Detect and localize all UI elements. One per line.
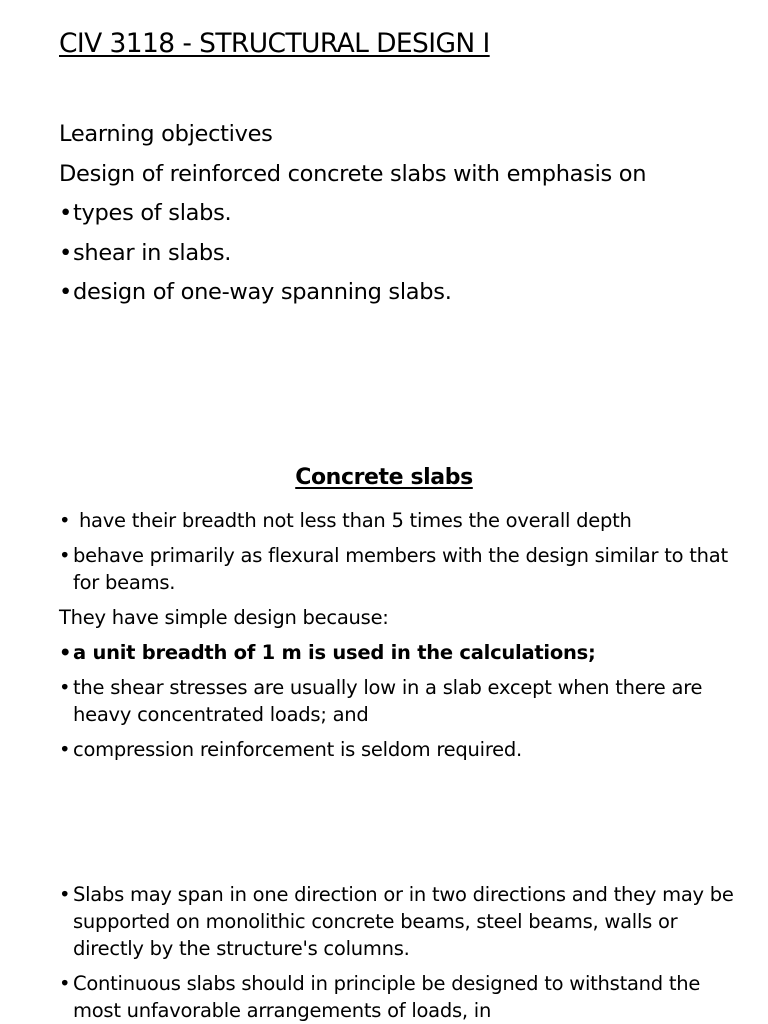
bullet-icon: •	[59, 883, 71, 906]
page-title: CIV 3118 - STRUCTURAL DESIGN I	[59, 28, 490, 59]
bullet-icon: •	[59, 509, 71, 532]
bullet-icon: •	[59, 544, 71, 567]
bullet-icon: •	[59, 972, 71, 995]
list-item	[59, 736, 749, 763]
simple-design-intro: They have simple design because:	[59, 606, 389, 629]
list-item-text: compression reinforcement is seldom required.	[73, 738, 522, 761]
objective-item-text: design of one-way spanning slabs.	[73, 279, 452, 305]
list-item	[59, 881, 749, 962]
objectives-heading: Learning objectives	[59, 121, 273, 147]
list-item-text: the shear stresses are usually low in a slab except when there are heavy concentrated loads; and	[73, 676, 703, 726]
bullet-icon: •	[59, 239, 72, 266]
objectives-intro: Design of reinforced concrete slabs with emphasis on	[59, 160, 647, 187]
objective-item-text: types of slabs.	[73, 200, 232, 226]
list-item	[59, 507, 749, 534]
list-item-text: Continuous slabs should in principle be designed to withstand the most unfavorable arrangements of loads, in	[73, 972, 701, 1022]
list-item	[59, 970, 749, 1024]
list-item-text: have their breadth not less than 5 times the overall depth	[73, 509, 632, 532]
objective-item	[59, 234, 749, 274]
bullet-icon: •	[59, 676, 71, 699]
list-item-text: a unit breadth of 1 m is used in the calculations;	[73, 641, 596, 664]
learning-objectives	[59, 115, 749, 313]
bullet-icon: •	[59, 738, 71, 761]
list-item-text: Slabs may span in one direction or in two directions and they may be supported on monolithic concrete beams, steel beams, walls or directly by the structure's columns.	[73, 883, 734, 960]
list-item	[59, 674, 749, 728]
bullet-icon: •	[59, 200, 72, 226]
objective-item	[59, 273, 749, 313]
objective-item	[59, 194, 749, 234]
slab-spans-section	[59, 881, 749, 1024]
section-heading-concrete-slabs: Concrete slabs	[295, 465, 473, 490]
list-item-text: behave primarily as flexural members with the design similar to that for beams.	[73, 544, 728, 594]
list-item	[59, 639, 749, 666]
bullet-icon: •	[59, 641, 72, 664]
bullet-icon: •	[59, 279, 72, 305]
objective-item-text: shear in slabs.	[73, 239, 232, 266]
list-item	[59, 542, 749, 596]
concrete-slabs-section	[59, 507, 749, 763]
